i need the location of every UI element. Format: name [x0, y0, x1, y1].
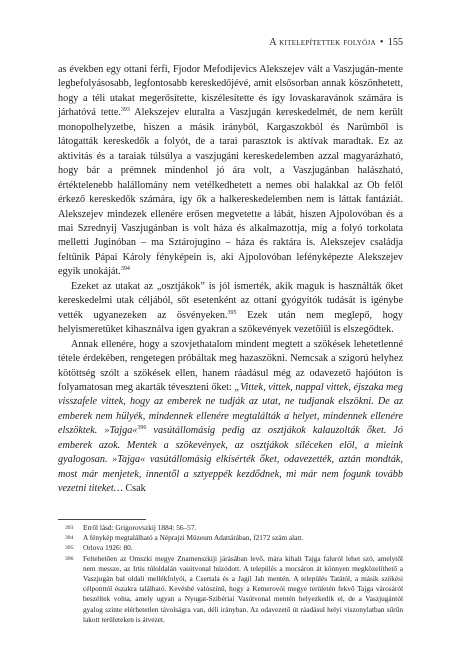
quotation-part-1: „Vittek, vittek, nappal vittek, éjszaka meg visszafele vittek, hogy az emberek ne tudják az utat, ne tudjanak elszökni. De az emberek nem hülyék, mindennek ellenére megtalálták a helyet, mindennek ellenére elszöktek. »Tajga« — [58, 381, 403, 437]
paragraph-3 — [58, 338, 403, 497]
paragraph-1-text: as években egy ottani férfi, Fjodor Mefodijevics Alekszejev vált a Vaszjugán-mente legbefolyásosabb, legfontosabb kereskedőjévé, amit elsősorban annak köszönhetett, hogy a téli utakat megerősítette, kiszélesítette és így lovaskaravánok számára is járhatóvá tette. — [58, 64, 403, 119]
paragraph-2 — [58, 280, 403, 338]
footnote-text: Erről lásd: Grigorovszkij 1884: 56–57. — [83, 523, 197, 532]
paragraph-3-text: Annak ellenére, hogy a szovjethatalom mindent megtett a szökések lehetetlenné tétele érdekében, rengetegen próbáltak meg hazaszökni. Nemcsak a szigorú helyhez kötöttség szólt a szökések ellen, hanem ráadásul még az odavezető hajóúton is folyamatosan meg akarták téveszteni őket: — [58, 338, 403, 393]
quotation-part-2: vasútállomásig pedig az osztjákok kalauzolták őket. Jó emberek azok. Mentek a szökevények, az osztjákok síléceken elöl, a mieink gyalogosan. »Tajga« vasútállomásig elkísérték őket, odavezették, aztán mondták, most már menjetek, innentől a sztyeppék kezdődnek, mi már nem fogunk tovább vezetni titeket… — [58, 425, 403, 495]
footnote-number: 396 — [65, 555, 74, 562]
main-text — [58, 63, 403, 497]
footnote-text: Feltehetően az Omszki megye Znamenszkiji járásában levő, mára kihalt Tajga faluról lehet szó, amelytől nem messze, az Irtis túloldalán vasútvonal húzódott. A település a mocsáron át könnyen megközelíthető a Vaszjugán bal oldali mellékfolyói, a Csertala és a Jagil Jah mentén. A település Tatától, a másik szökési célponttól északra található. Kevésbé valószínű, hogy a Kemerovói megye területén fekvő Tajga városáról beszéltek volna, amely ugyan a Nyugat-Szibériai Vasútvonal mentén helyezkedik el, de a Vaszjugántól gyalog szinte elérhetetlen távolságra van, déli irányban. Az odavezető út ráadásul helyi viszonylatban sűrűn lakott területeken is átvezet. — [83, 553, 403, 624]
footnote-number: 395 — [65, 545, 74, 552]
footnote — [58, 543, 403, 553]
footnote-ref-395[interactable]: 395 — [227, 309, 237, 316]
footnote-ref-396[interactable]: 396 — [137, 425, 147, 432]
footnote-text: Orlova 1926: 80. — [83, 543, 133, 553]
paragraph-1-continued: Alekszejev eluralta a Vaszjugán kereskedelmét, de nem került monopolhelyzetbe, hiszen a másik irányból, Kargaszokból és Narümből is látogatták kereskedők a folyót, de a tarai parasztok is aktívak maradtak. Ez az aktivitás és a taraiak túlsúlya a vaszjugáni kereskedelemben azzal magyarázható, hogy bár a prémnek mindenhol jó ára volt, a Vaszjugánban halászható, értéktelenebb halállomány nem vetélkedhetett a nemes obi halakkal az Ob felől érkező kereskedők számára, így ők a halkereskedelemben nem is láttak fantáziát. Alekszejev mindezek ellenére erősen megvetette a lábát, hiszen Ajpolovóban és a mai Szrednyij Vaszjugánban is volt háza és alkalmazottja, míg a folyó torkolata melletti Juginóban – ma Sztárojugino – háza és raktára is. Alekszejev családja feltűnik Pápai Károly fényképein is, aki Ajpolovóban lefényképezte Alekszejev egyik unokáját. — [58, 107, 403, 278]
page-number: 155 — [387, 37, 403, 48]
header-separator: • — [379, 37, 384, 48]
footnote-rule — [58, 519, 146, 520]
paragraph-3-end: Csak — [122, 483, 146, 495]
running-header — [58, 37, 403, 48]
footnote-number: 393 — [65, 525, 74, 531]
paragraph-1 — [58, 63, 403, 280]
paragraph-2-continued: Ezek után nem meglepő, hogy helyismeretüket kihasználva igen gyakran a szökevények vezetőiül is elszegődtek. — [58, 309, 403, 336]
footnote-text: A fénykép megtalálható a Néprajzi Múzeum Adattárában, f2172 szám alatt. — [83, 533, 304, 543]
running-title: A kitelepítettek folyója — [269, 37, 376, 48]
footnote — [58, 554, 403, 625]
paragraph-2-text: Ezeket az utakat az „osztjákok” is jól ismerték, akik maguk is használták őket kereskedelmi utak céljából, sőt esetenként az ottani gyógyítók tudását is igénybe vették ugyanezeken az ösvényeken. — [58, 280, 403, 321]
footnote-ref-393[interactable]: 393 — [120, 107, 130, 114]
footnote — [58, 533, 403, 543]
footnotes — [58, 523, 403, 625]
footnote-ref-394[interactable]: 394 — [120, 266, 130, 273]
footnote — [58, 523, 403, 533]
footnote-number: 394 — [65, 535, 74, 542]
